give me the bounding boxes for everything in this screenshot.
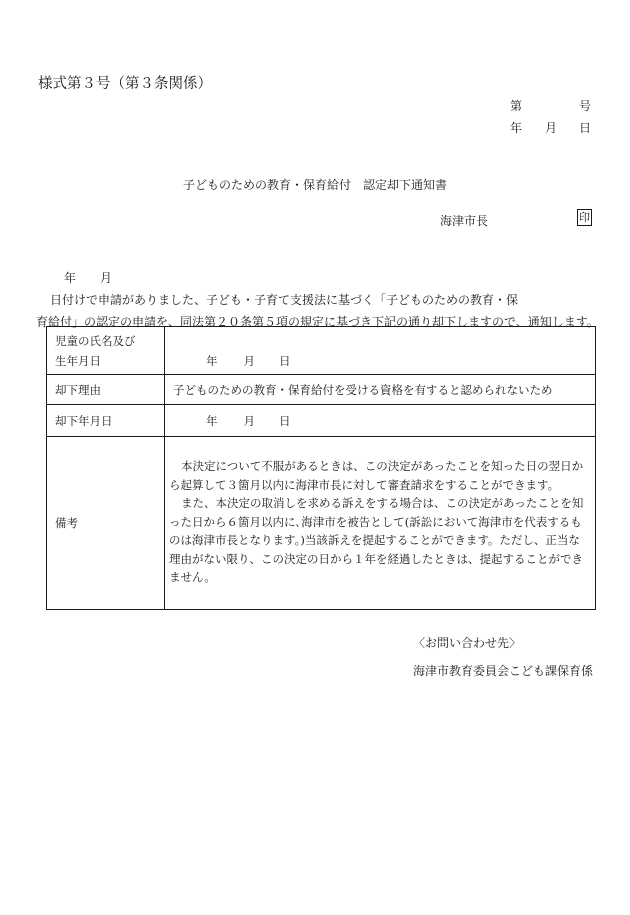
issuer-name: 海津市長 bbox=[440, 214, 489, 228]
issue-year: 年 bbox=[510, 121, 523, 135]
rejection-date-value bbox=[165, 405, 596, 437]
child-value bbox=[165, 327, 596, 375]
remarks-paragraph-2: また、本決定の取消しを求める訴えをする場合は、この決定があったことを知った日から６箇月以内に､海津市を被告として(訴訟において海津市を代表するものは海津市長となります。)当該訴えを提起することができます。ただし、正当な理由がない限り、この決定の日から１年を経過したときは、提起することができません。 bbox=[169, 496, 584, 584]
body-year: 年 bbox=[64, 271, 77, 285]
issue-month: 月 bbox=[545, 121, 558, 135]
child-row bbox=[47, 327, 596, 375]
reason-value: 子どものための教育・保育給付を受ける資格を有すると認められないため bbox=[165, 375, 596, 405]
remarks-value bbox=[165, 437, 596, 610]
document-title: 子どものための教育・保育給付 認定却下通知書 bbox=[182, 178, 447, 192]
rejection-day: 日 bbox=[279, 413, 291, 428]
remarks-label: 備考 bbox=[47, 437, 165, 610]
contact-label: 〈お問い合わせ先〉 bbox=[413, 636, 522, 650]
rejection-date-row bbox=[47, 405, 596, 437]
body-month: 月 bbox=[100, 271, 113, 285]
official-seal-mark: 印 bbox=[579, 211, 590, 224]
child-day: 日 bbox=[279, 354, 291, 368]
issue-day: 日 bbox=[579, 121, 592, 135]
rejection-month: 月 bbox=[243, 413, 255, 428]
child-label-line1: 児童の氏名及び bbox=[55, 333, 136, 348]
form-number: 様式第３号（第３条関係） bbox=[38, 76, 212, 92]
notice-table bbox=[46, 326, 596, 610]
remarks-paragraph-1: 本決定について不服があるときは、この決定があったことを知った日の翌日から起算して３箇月以内に海津市長に対して審査請求をすることができます。 bbox=[169, 459, 584, 492]
body-line2: 育給付」の認定の申請を、同法第２０条第５項の規定に基づき下記の通り却下しますので、通知します。 bbox=[36, 315, 599, 329]
reason-row bbox=[47, 375, 596, 405]
body-line1: 日付けで申請がありました、子ども・子育て支援法に基づく「子どものための教育・保 bbox=[50, 293, 519, 307]
notice-body bbox=[36, 267, 599, 333]
rejection-date-label: 却下年月日 bbox=[47, 405, 165, 437]
child-year: 年 bbox=[206, 354, 218, 368]
child-label-line2: 生年月日 bbox=[55, 353, 101, 368]
doc-number-prefix: 第 bbox=[510, 99, 523, 113]
contact-department: 海津市教育委員会こども課保育係 bbox=[413, 664, 594, 678]
reason-label: 却下理由 bbox=[47, 375, 165, 405]
child-label bbox=[47, 327, 165, 375]
remarks-row bbox=[47, 437, 596, 610]
doc-number-suffix: 号 bbox=[579, 99, 592, 113]
rejection-year: 年 bbox=[206, 413, 218, 428]
child-month: 月 bbox=[243, 354, 255, 368]
